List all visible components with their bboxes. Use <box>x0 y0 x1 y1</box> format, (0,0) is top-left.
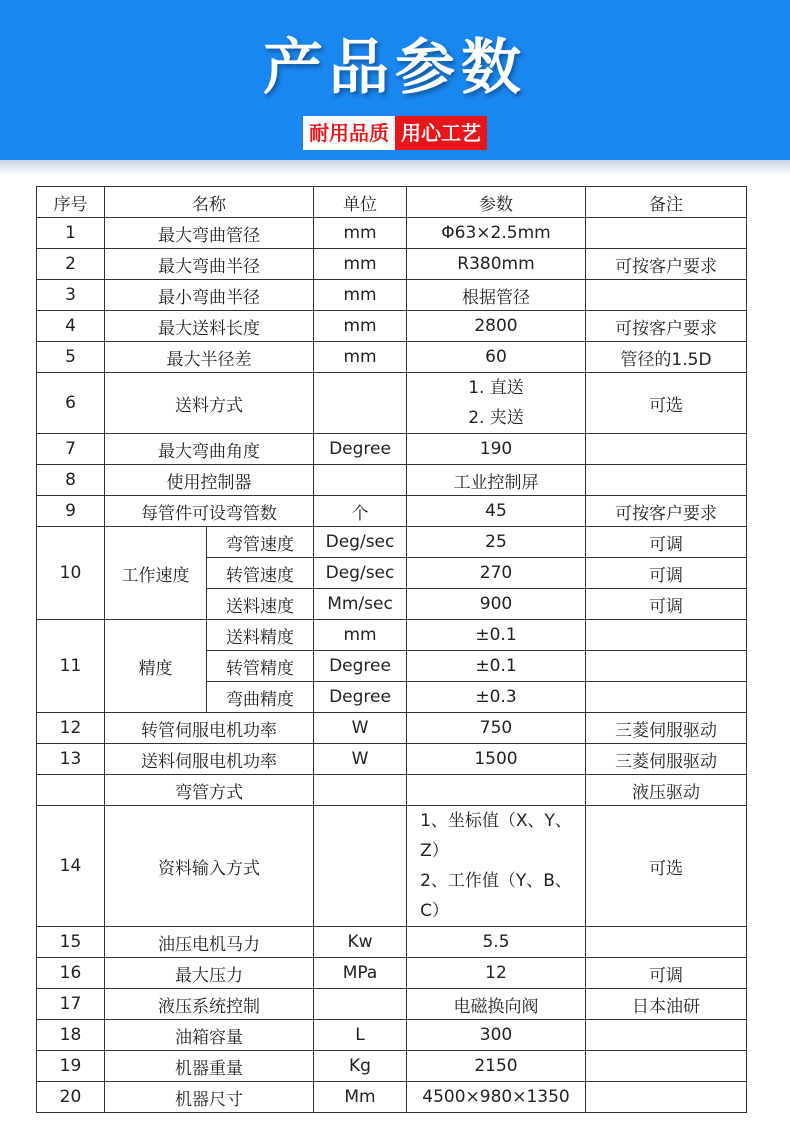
row-param: 300 <box>407 1020 586 1051</box>
param-line: 1. 直送 <box>468 378 524 398</box>
row-sub-name: 送料速度 <box>207 589 314 620</box>
row-param: 2150 <box>407 1051 586 1082</box>
table-row <box>37 373 747 434</box>
row-name: 最大送料长度 <box>105 311 314 342</box>
row-number: 20 <box>37 1082 105 1113</box>
row-sub-name: 弯管速度 <box>207 527 314 558</box>
row-note: 可选 <box>586 806 747 927</box>
row-param: 60 <box>407 342 586 373</box>
row-number: 8 <box>37 465 105 496</box>
row-unit: Degree <box>314 651 407 682</box>
table-row <box>37 342 747 373</box>
row-unit: Deg/sec <box>314 527 407 558</box>
row-number: 4 <box>37 311 105 342</box>
row-param: 4500×980×1350 <box>407 1082 586 1113</box>
row-unit: Kg <box>314 1051 407 1082</box>
row-note <box>586 218 747 249</box>
row-name: 送料方式 <box>105 373 314 434</box>
row-param: 900 <box>407 589 586 620</box>
row-note: 可调 <box>586 958 747 989</box>
table-row <box>37 434 747 465</box>
table-row <box>37 989 747 1020</box>
row-name: 最大弯曲半径 <box>105 249 314 280</box>
row-number: 3 <box>37 280 105 311</box>
row-param: 电磁换向阀 <box>407 989 586 1020</box>
row-unit: W <box>314 744 407 775</box>
row-unit: mm <box>314 311 407 342</box>
tag-craftsmanship: 用心工艺 <box>395 116 487 150</box>
row-unit <box>314 806 407 927</box>
row-sub-name: 转管速度 <box>207 558 314 589</box>
row-number: 7 <box>37 434 105 465</box>
table-row <box>37 1082 747 1113</box>
row-sub-name: 弯曲精度 <box>207 682 314 713</box>
tagline <box>0 116 790 150</box>
row-unit: Mm/sec <box>314 589 407 620</box>
row-number: 11 <box>37 620 105 713</box>
row-unit: mm <box>314 342 407 373</box>
row-note: 可调 <box>586 589 747 620</box>
row-note: 三菱伺服驱动 <box>586 744 747 775</box>
row-name: 机器尺寸 <box>105 1082 314 1113</box>
row-param: 12 <box>407 958 586 989</box>
row-group-name: 工作速度 <box>105 527 207 620</box>
row-number: 12 <box>37 713 105 744</box>
row-name: 最大弯曲角度 <box>105 434 314 465</box>
table-row <box>37 527 747 558</box>
row-param: ±0.1 <box>407 651 586 682</box>
row-param: 190 <box>407 434 586 465</box>
row-number: 2 <box>37 249 105 280</box>
row-number: 19 <box>37 1051 105 1082</box>
row-param: 45 <box>407 496 586 527</box>
row-unit: mm <box>314 620 407 651</box>
row-unit: 个 <box>314 496 407 527</box>
row-number: 6 <box>37 373 105 434</box>
tag-durable-quality: 耐用品质 <box>303 116 395 150</box>
row-param <box>407 806 586 927</box>
row-note <box>586 434 747 465</box>
row-unit: mm <box>314 280 407 311</box>
row-name: 资料输入方式 <box>105 806 314 927</box>
row-group-name: 精度 <box>105 620 207 713</box>
row-number: 10 <box>37 527 105 620</box>
table-row <box>37 311 747 342</box>
row-note: 三菱伺服驱动 <box>586 713 747 744</box>
param-line: Z） <box>420 841 449 861</box>
row-name: 油压电机马力 <box>105 927 314 958</box>
row-unit <box>314 465 407 496</box>
row-name: 转管伺服电机功率 <box>105 713 314 744</box>
row-number: 13 <box>37 744 105 775</box>
row-param: ±0.1 <box>407 620 586 651</box>
row-note: 可按客户要求 <box>586 249 747 280</box>
table-row <box>37 1020 747 1051</box>
row-number: 14 <box>37 806 105 927</box>
row-unit: Deg/sec <box>314 558 407 589</box>
row-note: 日本油研 <box>586 989 747 1020</box>
row-note <box>586 1051 747 1082</box>
row-number: 18 <box>37 1020 105 1051</box>
row-name: 最小弯曲半径 <box>105 280 314 311</box>
row-note: 可按客户要求 <box>586 311 747 342</box>
table-row <box>37 744 747 775</box>
row-name: 最大弯曲管径 <box>105 218 314 249</box>
row-note: 管径的1.5D <box>586 342 747 373</box>
row-param: Φ63×2.5mm <box>407 218 586 249</box>
row-sub-name: 送料精度 <box>207 620 314 651</box>
row-number: 9 <box>37 496 105 527</box>
row-name: 机器重量 <box>105 1051 314 1082</box>
row-name: 送料伺服电机功率 <box>105 744 314 775</box>
row-note: 可调 <box>586 558 747 589</box>
row-number: 16 <box>37 958 105 989</box>
table-row <box>37 496 747 527</box>
row-unit: Degree <box>314 434 407 465</box>
row-unit <box>314 989 407 1020</box>
param-line: 2. 夹送 <box>468 408 524 428</box>
row-unit: Kw <box>314 927 407 958</box>
row-name: 每管件可设弯管数 <box>105 496 314 527</box>
table-row <box>37 249 747 280</box>
row-name: 液压系统控制 <box>105 989 314 1020</box>
row-unit: L <box>314 1020 407 1051</box>
table-row <box>37 280 747 311</box>
row-param: 25 <box>407 527 586 558</box>
row-note <box>586 682 747 713</box>
param-line: C） <box>420 901 449 921</box>
header-param: 参数 <box>407 187 586 218</box>
row-note: 液压驱动 <box>586 775 747 806</box>
row-unit: Mm <box>314 1082 407 1113</box>
row-note <box>586 1082 747 1113</box>
row-param-list <box>420 806 572 926</box>
row-unit <box>314 373 407 434</box>
header-unit: 单位 <box>314 187 407 218</box>
page-title: 产品参数 <box>263 33 527 103</box>
row-param: 1500 <box>407 744 586 775</box>
row-name: 使用控制器 <box>105 465 314 496</box>
table-row <box>37 806 747 927</box>
row-param: 根据管径 <box>407 280 586 311</box>
header-name: 名称 <box>105 187 314 218</box>
row-name: 弯管方式 <box>105 775 314 806</box>
table-row <box>37 465 747 496</box>
header-no: 序号 <box>37 187 105 218</box>
row-param: 5.5 <box>407 927 586 958</box>
param-line: 1、坐标值（X、Y、 <box>420 811 572 831</box>
row-note: 可调 <box>586 527 747 558</box>
row-param: ±0.3 <box>407 682 586 713</box>
row-number: 5 <box>37 342 105 373</box>
row-unit: W <box>314 713 407 744</box>
row-name: 油箱容量 <box>105 1020 314 1051</box>
row-param: R380mm <box>407 249 586 280</box>
row-number: 1 <box>37 218 105 249</box>
row-param: 2800 <box>407 311 586 342</box>
row-note <box>586 1020 747 1051</box>
banner-shadow <box>0 160 790 176</box>
row-param <box>407 775 586 806</box>
row-name: 最大半径差 <box>105 342 314 373</box>
table-row <box>37 218 747 249</box>
row-unit: MPa <box>314 958 407 989</box>
row-note: 可选 <box>586 373 747 434</box>
row-note <box>586 465 747 496</box>
row-unit: mm <box>314 249 407 280</box>
row-unit <box>314 775 407 806</box>
row-param <box>407 373 586 434</box>
row-param: 270 <box>407 558 586 589</box>
row-name: 最大压力 <box>105 958 314 989</box>
row-note: 可按客户要求 <box>586 496 747 527</box>
table-row <box>37 1051 747 1082</box>
row-number: 15 <box>37 927 105 958</box>
row-unit: mm <box>314 218 407 249</box>
row-sub-name: 转管精度 <box>207 651 314 682</box>
row-note <box>586 651 747 682</box>
row-number: 17 <box>37 989 105 1020</box>
table-row <box>37 620 747 651</box>
row-unit: Degree <box>314 682 407 713</box>
parameter-table <box>36 186 747 1113</box>
table-row <box>37 958 747 989</box>
param-line: 2、工作值（Y、B、 <box>420 871 572 891</box>
table-header-row <box>37 187 747 218</box>
table-row <box>37 927 747 958</box>
row-note <box>586 927 747 958</box>
row-note <box>586 620 747 651</box>
header-note: 备注 <box>586 187 747 218</box>
row-note <box>586 280 747 311</box>
table-row <box>37 713 747 744</box>
row-param-list <box>468 373 524 433</box>
row-number <box>37 775 105 806</box>
row-param: 工业控制屏 <box>407 465 586 496</box>
table-row <box>37 775 747 806</box>
row-param: 750 <box>407 713 586 744</box>
